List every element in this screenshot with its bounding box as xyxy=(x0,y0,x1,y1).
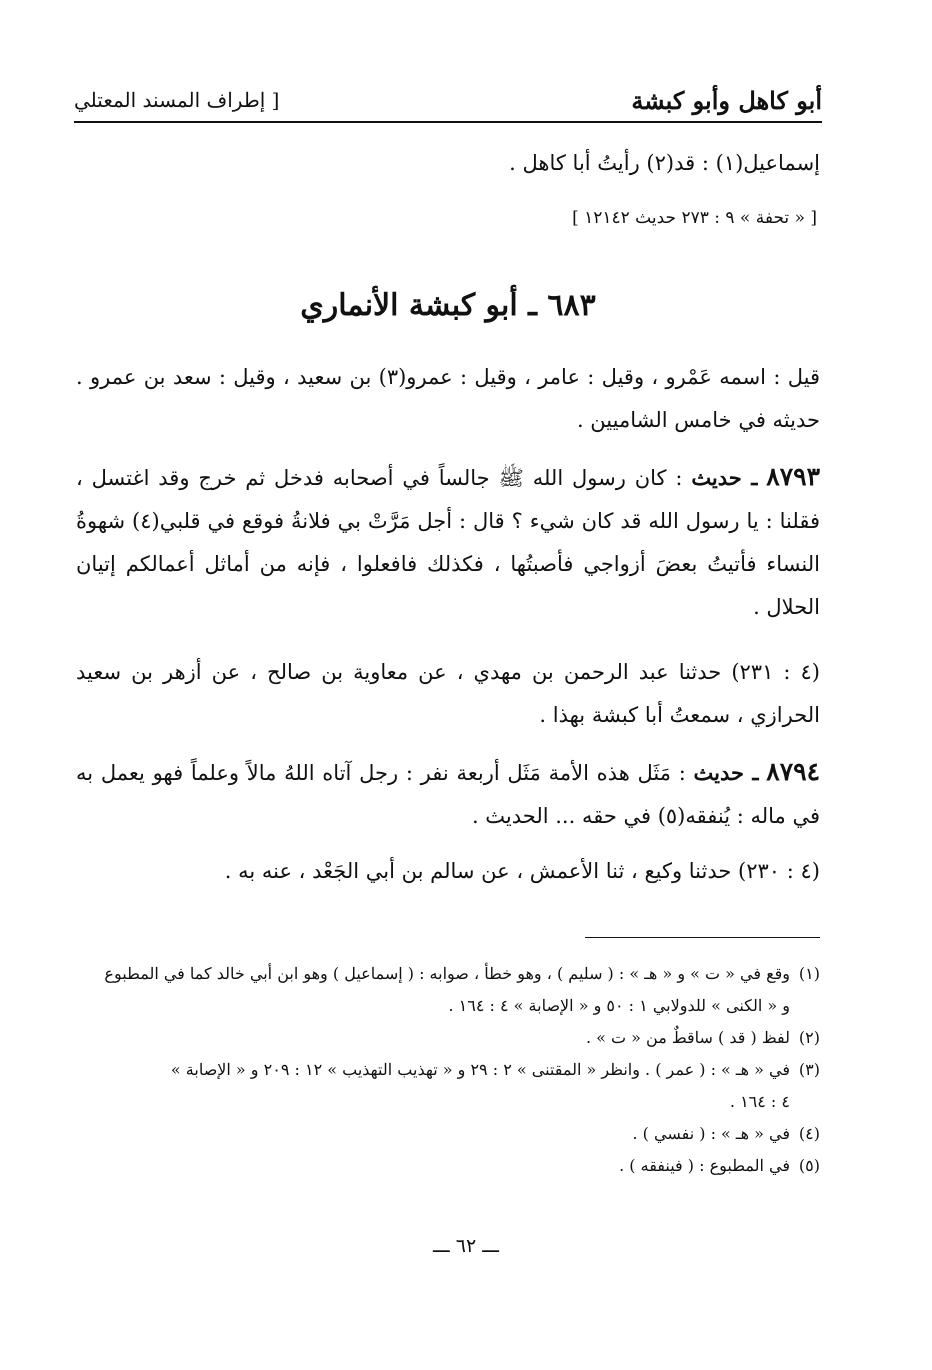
hadith-number: ٨٧٩٣ xyxy=(766,462,820,491)
running-header xyxy=(74,78,822,122)
header-rule xyxy=(74,121,822,123)
hadith-text: : مَثَل هذه الأمة مَثَل أربعة نفر : رجل آتاه اللهُ مالاً وعلماً فهو يعمل به في ماله : يُنفقه(٥) في حقه ... الحديث . xyxy=(76,761,820,828)
hadith-8793 xyxy=(76,455,820,629)
bio-paragraph: قيل : اسمه عَمْرو ، وقيل : عامر ، وقيل : عمرو(٣) بن سعيد ، وقيل : سعد بن عمرو . حديثه في خامس الشاميين . xyxy=(76,365,820,432)
intro-line: إسماعيل(١) : قد(٢) رأيتُ أبا كاهل . xyxy=(509,151,820,175)
footnotes xyxy=(76,958,820,1182)
header-book-name: [ إطراف المسند المعتلي xyxy=(74,88,280,112)
footnote-item xyxy=(76,1118,820,1150)
footnote-text: في المطبوع : ( فينفقه ) . xyxy=(619,1156,790,1175)
footnote-text: لفظ ( قد ) ساقطٌ من « ت » . xyxy=(585,1028,790,1047)
footnote-item xyxy=(76,958,820,990)
isnad-paragraph-2: (٤ : ٢٣٠) حدثنا وكيع ، ثنا الأعمش ، عن سالم بن أبي الجَعْد ، عنه به . xyxy=(224,859,820,883)
footnote-separator xyxy=(585,937,820,938)
page-number: ـــ ٦٢ ـــ xyxy=(433,1235,499,1257)
hadith-number: ٨٧٩٤ xyxy=(766,757,820,786)
hadith-keyword: ـ حديث xyxy=(693,760,759,785)
footnote-text: في « هـ » : ( عمر ) . وانظر « المقتنى » ٢ : ٢٩ و « تهذيب التهذيب » ١٢ : ٢٠٩ و « الإصابة » xyxy=(170,1060,790,1079)
section-title: ٦٨٣ ـ أبو كبشة الأنماري xyxy=(300,288,596,323)
footnote-continuation: و « الكنى » للدولابي ١ : ٥٠ و « الإصابة » ٤ : ١٦٤ . xyxy=(448,996,790,1015)
header-title: أبو كاهل وأبو كبشة xyxy=(631,85,822,115)
tuhfa-reference: [ « تحفة » ٩ : ٢٧٣ حديث ١٢١٤٢ ] xyxy=(572,208,817,228)
footnote-continuation: ٤ : ١٦٤ . xyxy=(729,1092,790,1111)
footnote-item xyxy=(76,1150,820,1182)
hadith-text: : كان رسول الله ﷺ جالساً في أصحابه فدخل ثم خرج وقد اغتسل ، فقلنا : يا رسول الله قد كان شيء ؟ قال : أجل مَرَّتْ بي فلانةُ فوقع في قلبي(٤) شهوةُ النساء فأتيتُ بعضَ أزواجي فأصبتُها ، فكذلك فافعلوا ، فإنه من أماثل أعمالكم إتيان الحلال . xyxy=(76,466,820,619)
footnote-item xyxy=(76,1022,820,1054)
footnote-number: (٤) xyxy=(798,1124,820,1143)
isnad-paragraph-1: (٤ : ٢٣١) حدثنا عبد الرحمن بن مهدي ، عن معاوية بن صالح ، عن أزهر بن سعيد الحرازي ، سمعتُ أبا كبشة بهذا . xyxy=(76,660,820,727)
footnote-text: وقع في « ت » و « هـ » : ( سليم ) ، وهو خطأ ، صوابه : ( إسماعيل ) وهو ابن أبي خالد كما في المطبوع xyxy=(104,964,790,983)
hadith-keyword: ـ حديث xyxy=(691,465,758,490)
hadith-8794 xyxy=(76,750,820,838)
footnote-item xyxy=(76,1054,820,1086)
footnote-number: (٥) xyxy=(798,1156,820,1175)
footnote-number: (١) xyxy=(798,964,820,983)
footnote-number: (٣) xyxy=(798,1060,820,1079)
footnote-text: في « هـ » : ( نفسي ) . xyxy=(632,1124,790,1143)
footnote-number: (٢) xyxy=(798,1028,820,1047)
